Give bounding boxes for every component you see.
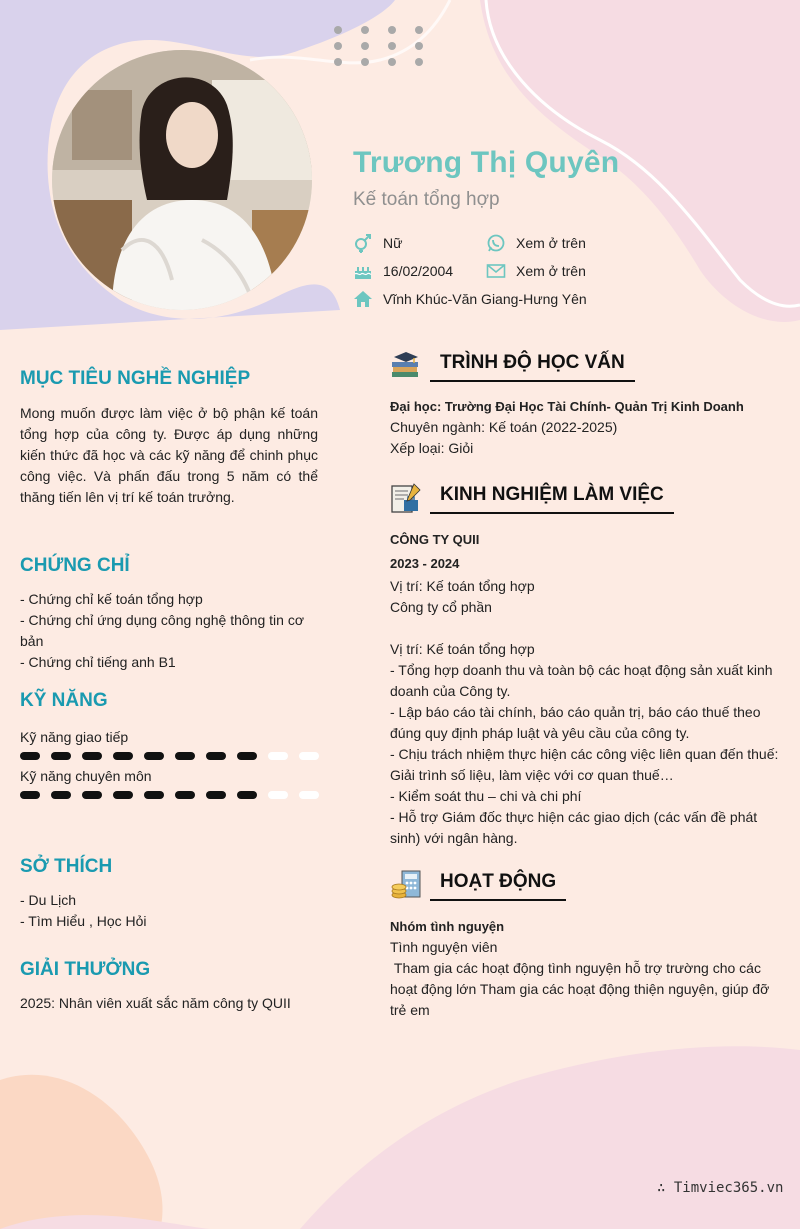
experience-line: - Lập báo cáo tài chính, báo cáo quản trị, báo cáo thuế theo đúng quy định pháp luật và yêu cầu của công ty. bbox=[390, 704, 761, 741]
calculator-coins-icon bbox=[390, 869, 422, 901]
mail-icon bbox=[486, 261, 506, 281]
skill-label: Kỹ năng giao tiếp bbox=[20, 729, 129, 745]
info-phone bbox=[486, 233, 586, 253]
info-gender bbox=[353, 233, 402, 253]
skill-dash-empty bbox=[299, 752, 319, 760]
experience-company: CÔNG TY QUII bbox=[390, 532, 480, 547]
experience-section bbox=[390, 482, 780, 849]
skill-dash-filled bbox=[206, 752, 226, 760]
watermark: ∴ Timviec365.vn bbox=[657, 1180, 784, 1196]
gender-value: Nữ bbox=[383, 235, 403, 251]
skills-section bbox=[20, 690, 318, 800]
skill-dash-filled bbox=[20, 752, 40, 760]
certificates-section bbox=[20, 555, 318, 673]
skill-dash-filled bbox=[237, 752, 257, 760]
education-section bbox=[390, 350, 780, 459]
skill-bar-communication bbox=[20, 749, 320, 761]
skill-dash-empty bbox=[268, 752, 288, 760]
hobbies-section bbox=[20, 856, 318, 932]
education-major: Chuyên ngành: Kế toán (2022-2025) bbox=[390, 419, 618, 435]
skill-dash-filled bbox=[175, 752, 195, 760]
skill-label: Kỹ năng chuyên môn bbox=[20, 768, 152, 784]
skill-row bbox=[20, 729, 318, 761]
skill-dash-filled bbox=[206, 791, 226, 799]
skill-dash-filled bbox=[113, 791, 133, 799]
skill-dashes bbox=[20, 750, 320, 762]
email-value: Xem ở trên bbox=[516, 263, 586, 279]
phone-value: Xem ở trên bbox=[516, 235, 586, 251]
education-school: Đại học: Trường Đại Học Tài Chính- Quản Trị Kinh Doanh bbox=[390, 399, 744, 414]
decorative-dots bbox=[334, 26, 426, 66]
skill-dash-filled bbox=[51, 752, 71, 760]
certificate-item: - Chứng chỉ kế toán tổng hợp bbox=[20, 591, 203, 607]
objective-heading: MỤC TIÊU NGHỀ NGHIỆP bbox=[20, 368, 251, 389]
hobbies-heading: SỞ THÍCH bbox=[20, 856, 113, 877]
experience-line: - Chịu trách nhiệm thực hiện các công việc liên quan đến thuế: Giải trình số liệu, làm việc với cơ quan thuế… bbox=[390, 746, 779, 783]
skill-dash-filled bbox=[144, 791, 164, 799]
avatar bbox=[52, 50, 312, 310]
skill-bar-professional bbox=[20, 788, 320, 800]
education-grade: Xếp loại: Giỏi bbox=[390, 440, 474, 456]
avatar-photo bbox=[52, 50, 312, 310]
activity-group: Nhóm tình nguyện bbox=[390, 919, 505, 934]
skill-dashes bbox=[20, 789, 320, 801]
info-email bbox=[486, 261, 586, 281]
experience-line: Công ty cổ phần bbox=[390, 599, 492, 615]
skill-dash-filled bbox=[237, 791, 257, 799]
experience-line: - Tổng hợp doanh thu và toàn bộ các hoạt động sản xuất kinh doanh của Công ty. bbox=[390, 662, 773, 699]
experience-line: - Hỗ trợ Giám đốc thực hiện các giao dịch (các vấn đề phát sinh) với ngân hàng. bbox=[390, 809, 758, 846]
certificate-item: - Chứng chỉ tiếng anh B1 bbox=[20, 654, 176, 670]
gender-icon bbox=[353, 233, 373, 253]
experience-line: - Kiểm soát thu – chi và chi phí bbox=[390, 788, 582, 804]
skill-dash-empty bbox=[299, 791, 319, 799]
objective-section bbox=[20, 368, 318, 508]
experience-line: Vị trí: Kế toán tổng hợp bbox=[390, 578, 535, 594]
skill-dash-filled bbox=[82, 791, 102, 799]
whatsapp-icon bbox=[486, 233, 506, 253]
skill-dash-empty bbox=[268, 791, 288, 799]
certificates-heading: CHỨNG CHỈ bbox=[20, 555, 130, 576]
awards-section bbox=[20, 959, 318, 1014]
objective-text: Mong muốn được làm việc ở bộ phận kế toán tổng hợp của công ty. Được áp dụng những kiến thức đã học và các kỹ năng để chinh phục công việc. Và phấn đấu trong 5 năm có thể thăng tiến lên vị trí kế toán trưởng. bbox=[20, 405, 318, 505]
skill-dash-filled bbox=[175, 791, 195, 799]
skill-dash-filled bbox=[144, 752, 164, 760]
address-value: Vĩnh Khúc-Văn Giang-Hưng Yên bbox=[383, 291, 587, 307]
activities-heading: HOẠT ĐỘNG bbox=[430, 871, 566, 901]
candidate-name: Trương Thị Quyên bbox=[353, 146, 620, 179]
experience-line: Vị trí: Kế toán tổng hợp bbox=[390, 641, 535, 657]
experience-heading: KINH NGHIỆM LÀM VIỆC bbox=[430, 484, 674, 514]
skill-dash-filled bbox=[113, 752, 133, 760]
books-icon bbox=[390, 350, 422, 382]
info-address bbox=[353, 289, 587, 309]
info-birthday bbox=[353, 261, 453, 281]
education-heading: TRÌNH ĐỘ HỌC VẤN bbox=[430, 352, 635, 382]
activities-section bbox=[390, 869, 780, 1021]
experience-spacer bbox=[390, 618, 780, 639]
certificate-item: - Chứng chỉ ứng dụng công nghệ thông tin cơ bản bbox=[20, 612, 304, 649]
skills-heading: KỸ NĂNG bbox=[20, 690, 108, 711]
hobby-item: - Du Lịch bbox=[20, 892, 77, 908]
experience-period: 2023 - 2024 bbox=[390, 556, 460, 571]
skill-dash-filled bbox=[51, 791, 71, 799]
award-item: 2025: Nhân viên xuất sắc năm công ty QUII bbox=[20, 995, 291, 1011]
skill-dash-filled bbox=[20, 791, 40, 799]
job-title: Kế toán tổng hợp bbox=[353, 189, 500, 210]
home-icon bbox=[353, 289, 373, 309]
activity-role: Tình nguyện viên bbox=[390, 939, 498, 955]
briefcase-icon bbox=[390, 482, 422, 514]
skill-dash-filled bbox=[82, 752, 102, 760]
awards-heading: GIẢI THƯỞNG bbox=[20, 959, 151, 980]
skill-row bbox=[20, 768, 318, 800]
birthday-value: 16/02/2004 bbox=[383, 263, 454, 279]
hobby-item: - Tìm Hiểu , Học Hỏi bbox=[20, 913, 147, 929]
cake-icon bbox=[353, 261, 373, 281]
activity-description: Tham gia các hoạt động tình nguyện hỗ trợ trường cho các hoạt động lớn Tham gia các hoạt động thiện nguyện, giúp đỡ trẻ em bbox=[390, 960, 774, 1018]
